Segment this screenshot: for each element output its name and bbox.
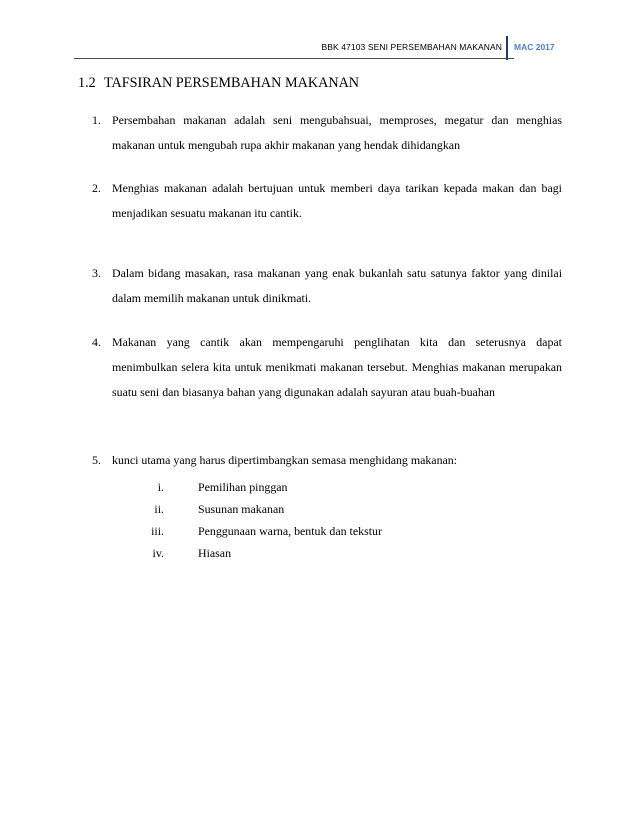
- list-marker: 3.: [92, 266, 101, 280]
- page-header: [0, 36, 638, 58]
- list-item-text: Dalam bidang masakan, rasa makanan yang enak bukanlah satu satunya faktor yang dinilai dalam memilih makanan untuk dinikmati.: [112, 266, 562, 305]
- sublist-item: [112, 542, 562, 564]
- list-item: [92, 108, 562, 158]
- list-marker: 2.: [92, 181, 101, 195]
- list-item: [92, 176, 562, 226]
- list-marker: 4.: [92, 335, 101, 349]
- sublist-marker: iii.: [151, 524, 164, 538]
- header-course-title: BBK 47103 SENI PERSEMBAHAN MAKANAN: [321, 42, 502, 52]
- list-item-text: kunci utama yang harus dipertimbangkan semasa menghidang makanan:: [112, 453, 458, 467]
- section-number: 1.2: [78, 75, 96, 91]
- sublist-marker: iv.: [152, 546, 164, 560]
- list-marker: 5.: [92, 453, 101, 467]
- section-heading: TAFSIRAN PERSEMBAHAN MAKANAN: [104, 75, 360, 91]
- list-item: [92, 448, 562, 564]
- list-item-text: Persembahan makanan adalah seni mengubahsuai, memproses, megatur dan menghias makanan untuk mengubah rupa akhir makanan yang hendak dihidangkan: [112, 113, 562, 152]
- header-date: MAC 2017: [514, 42, 555, 52]
- sublist-marker: i.: [157, 480, 164, 494]
- header-rule: [74, 58, 514, 59]
- sublist-item-text: Pemilihan pinggan: [198, 480, 288, 494]
- list-item-text: Makanan yang cantik akan mempengaruhi penglihatan kita dan seterusnya dapat menimbulkan selera kita untuk menikmati makanan tersebut. Menghias makanan merupakan suatu seni dan biasanya bahan yang digunakan adalah sayuran atau buah-buahan: [112, 335, 562, 399]
- sublist-item-text: Hiasan: [198, 546, 232, 560]
- key-points-sublist: [112, 476, 562, 564]
- sublist-item: [112, 498, 562, 520]
- sublist-item: [112, 476, 562, 498]
- sublist-item-text: Penggunaan warna, bentuk dan tekstur: [198, 524, 382, 538]
- list-item: [92, 330, 562, 405]
- list-marker: 1.: [92, 113, 101, 127]
- sublist-item-text: Susunan makanan: [198, 502, 285, 516]
- sublist-item: [112, 520, 562, 542]
- section-title: [78, 75, 359, 92]
- list-item: [92, 261, 562, 311]
- definition-list: [92, 108, 562, 564]
- list-item-text: Menghias makanan adalah bertujuan untuk memberi daya tarikan kepada makan dan bagi menjadikan sesuatu makanan itu cantik.: [112, 181, 562, 220]
- sublist-marker: ii.: [154, 502, 164, 516]
- header-divider: [506, 36, 508, 60]
